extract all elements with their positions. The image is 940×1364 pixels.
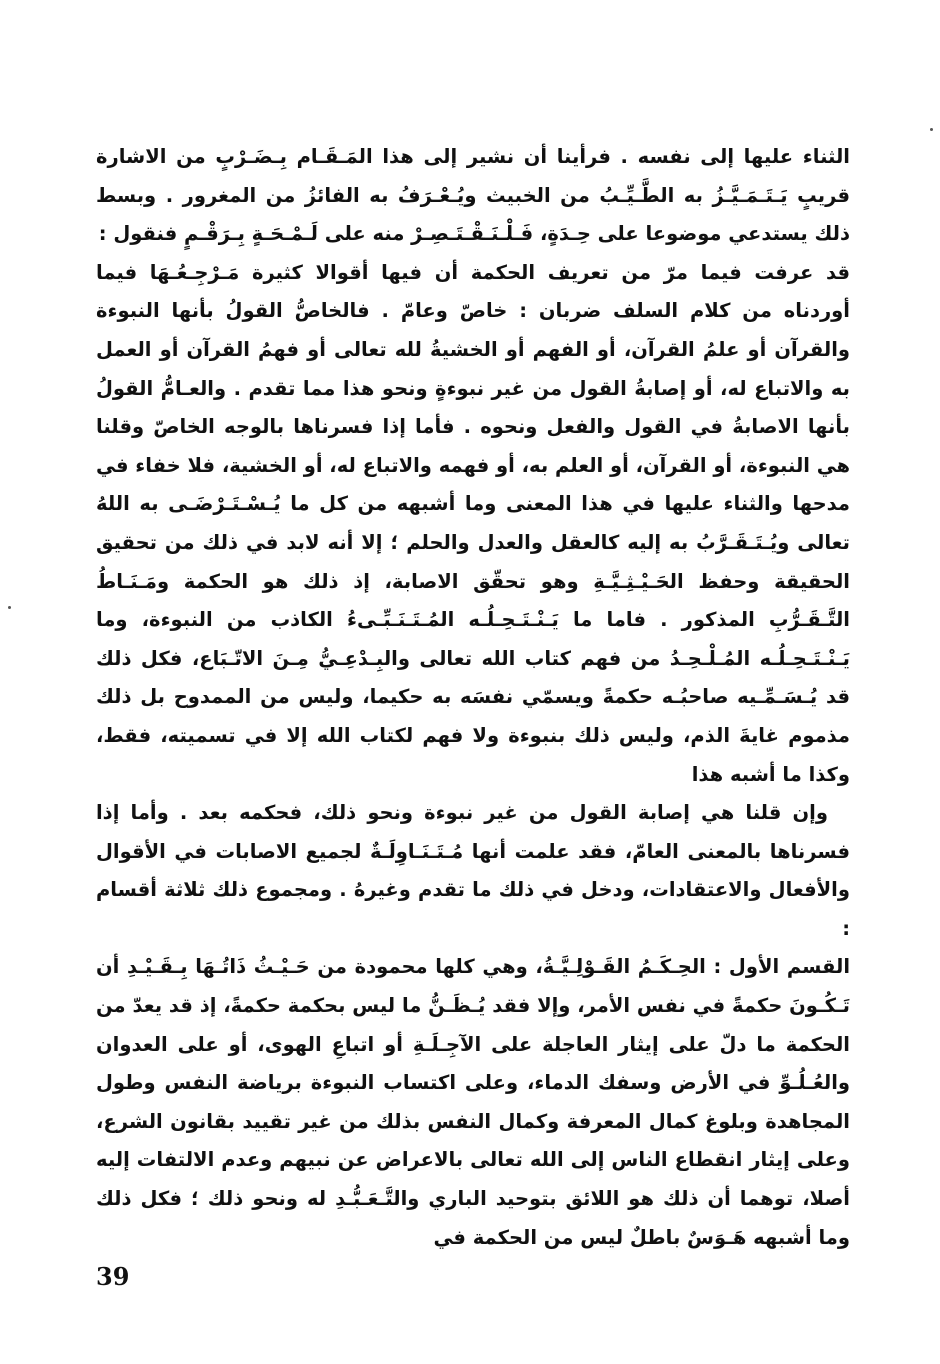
scan-speck [930, 128, 933, 131]
scan-speck [8, 606, 11, 609]
paragraph-general-meaning: وإن قلنا هي إصابة القول من غير نبوءة ونحو ذلك، فحكمه بعد . وأما إذا فسرناها بالمعنى العامّ، فقد علمت أنها مُـتَـنَـاوِلَـةٌ لجميع الاصابات في الأقوال والأفعال والاعتقادات، ودخل في ذلك ما تقدم وغيرهُ . ومجموع ذلك ثلاثة أقسام : [96, 801, 850, 940]
paragraph-intro: الثناء عليها إلى نفسه . فرأينا أن نشير إلى هذا المَـقَـام بِـضَـرْبٍ من الاشارة قريبٍ يَـتَـمَـيَّـزُ به الطَّـيِّـبُ من الخبيث ويُـعْـرَفُ به الفائزُ من المغرور . وبسط ذلك يستدعي موضوعا على حِـدَةٍ، فَـلْـنَـقْـتَـصِـرْ منه على لَـمْـحَـةٍ بِـرَقْـمٍ فنقول : [96, 145, 850, 246]
page-number: 39 [96, 1262, 130, 1291]
body-text [96, 138, 850, 1257]
section-one-label: القسم الأول : [713, 955, 850, 979]
section-one-text: الحِـكَـمُ القَـوْلِـيَّـةُ، وهي كلها محمودة من حَـيْـثُ ذَاتُـهَا بِـقَـيْـدِ أن تَـكُـونَ حكمةً في نفس الأمر، وإلا فقد يُـظَـنُّ ما ليس بحكمة حكمةً، إذ قد يعدّ من الحكمة ما دلّ على إيثار العاجلة على الآجِـلَـةِ أو اتباعِ الهوى، أو على العدوان والعُـلُـوِّ في الأرض وسفك الدماء، وعلى اكتساب النبوءة برياضة النفس وطول المجاهدة وبلوغ كمال المعرفة وكمال النفس بذلك من غير تقييد بقانون الشرع، وعلى إيثار انقطاع الناس إلى الله تعالى بالاعراض عن نبيهم وعدم الالتفات إليه أصلا، توهما أن ذلك هو اللائق بتوحيد الباري والتَّـعَـبُّـدِ له ونحو ذلك ؛ فكل ذلك وما أشبهه هَـوَسٌ باطلٌ ليس من الحكمة في [96, 955, 850, 1249]
paragraph-section-one [96, 948, 850, 1257]
paragraph-definitions: قد عرفت فيما مرّ من تعريف الحكمة أن فيها أقوالا كثيرة مَـرْجِـعُـهَا فيما أوردناه من كلام السلف ضربان : خاصّ وعامّ . فالخاصُّ القولُ بأنها النبوءة والقرآن أو علمُ القرآن، أو الفهم أو الخشيةُ لله تعالى أو فهمُ القرآن أو العمل به والاتباع له، أو إصابةُ القول من غير نبوءةٍ ونحو هذا مما تقدم . والعـامُّ القولُ بأنها الاصابةُ في القول والفعل ونحوه . فأما إذا فسرناها بالوجه الخاصّ وقلنا هي النبوءة، أو القرآن، أو العلم به، أو فهمه والاتباع له، أو الخشية، فلا خفاء في مدحها والثناء عليها في هذا المعنى وما أشبهه من كل ما يُـسْـتَـرْضَـى به اللهُ تعالى ويُـتَـقَـرَّبُ به إليه كالعقل والعدل والحلم ؛ إلا أنه لابد في ذلك من تحقيق الحقيقة وحفظ الحَـيْـثِـيَّـةِ وهو تحقّق الاصابة، إذ ذلك هو الحكمة ومَـنَـاطُ التَّـقَـرُّبِ المذكور . فاما ما يَـنْـتَـحِـلُـه المُـتَـنَـبِّـىءُ الكاذب من النبوءة، وما يَـنْـتَـحِـلُـه المُـلْـحِـدُ من فهم كتاب الله تعالى والبِـدْعِـيُّ مِـنَ الاتّـبَاع، فكل ذلك قد يُـسَـمِّـيه صاحبُـه حكمةً ويسمّي نفسَه به حكيما، وليس من الممدوح بل ذلك مذموم غايةَ الذم، وليس ذلك بنبوءة ولا فهم لكتاب الله إلا في تسميته، فقط، وكذا ما أشبه هذا [96, 260, 850, 786]
